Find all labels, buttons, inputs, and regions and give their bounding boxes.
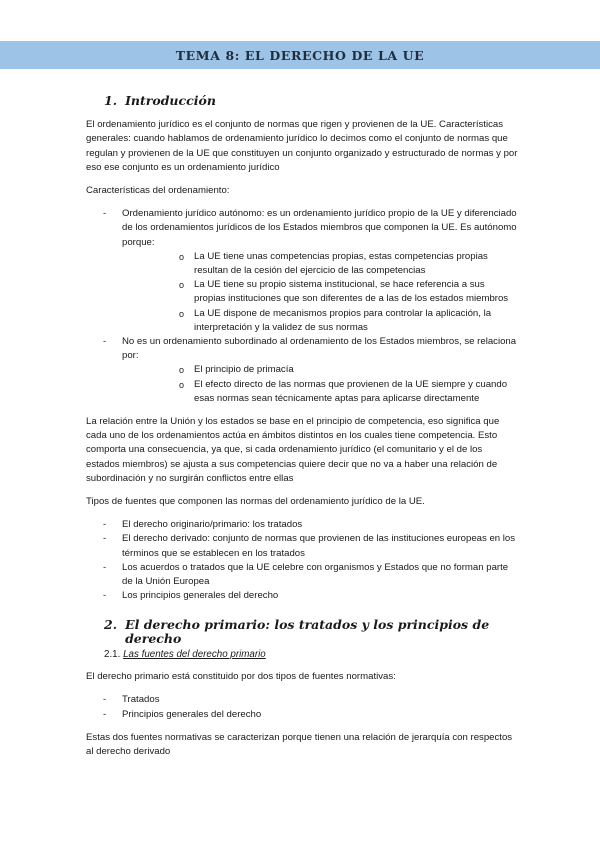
list-item [86,589,518,603]
sub-list-item-text: o El efecto directo de las normas que provienen de la UE siempre y cuando esas normas sean técnicamente aptas para aplicarse directamente [194,378,508,404]
list-item-text: - No es un ordenamiento subordinado al ordenamiento de los Estados miembros, se relaciona por: [122,336,517,362]
list-item [86,693,518,707]
section-1-heading [104,94,518,108]
list-item [86,518,518,532]
competence-paragraph: La relación entre la Unión y los estados se base en el principio de competencia, eso significa que cada uno de los ordenamientos actúa en ámbitos distintos en los cuales tiene competencia. Esto comporta una consecuencia, ya que, si cada ordenamiento jurídico (el comunitario y el de los estados miembros) se ajusta a sus competencias quiere decir que no va a haber una relación de subordinación y no surgirán conflictos entre ellas [86,416,500,484]
section-2-number: 2. [104,616,118,632]
sources-list [86,518,518,603]
sub-list-item [122,278,518,306]
document-title: TEMA 8: EL DERECHO DE LA UE [175,47,425,63]
subsection-title: Las fuentes del derecho primario [123,648,266,660]
list-item-text: - Principios generales del derecho [122,708,262,720]
sources-label: Tipos de fuentes que componen las normas del ordenamiento jurídico de la UE. [86,496,425,508]
list-item-text: - Los principios generales del derecho [122,590,279,602]
document-body [86,92,518,768]
primary-law-paragraph: El derecho primario está constituido por dos tipos de fuentes normativas: [86,671,396,683]
list-item-text: - El derecho originario/primario: los tratados [122,519,303,531]
sub-list-item-text: o La UE tiene su propio sistema institucional, se hace referencia a sus propias instituciones que son diferentes de a las de los estados miembros [194,279,509,305]
primary-sources-list [86,693,518,721]
subsection-2-1-heading [104,648,518,662]
section-1-number: 1. [104,93,118,108]
sub-list [122,363,518,406]
sub-list-item-text: o La UE tiene unas competencias propias, estas competencias propias resultan de la cesión del ejercicio de las competencias [194,250,488,277]
section-2-title: El derecho primario: los tratados y los principios de derecho [125,616,490,646]
list-item-text: - El derecho derivado: conjunto de normas que provienen de las instituciones europeas en los términos que se establecen en los tratados [122,533,516,559]
list-item-text: - Los acuerdos o tratados que la UE celebre con organismos y Estados que no forman parte de la Unión Europea [122,561,509,588]
sub-list [122,250,518,335]
sub-list-item-text: o La UE dispone de mecanismos propios para controlar la aplicación, la interpretación y la validez de sus normas [194,307,492,333]
sub-list-item [122,307,518,335]
sub-list-item-text: o El principio de primacía [194,364,294,376]
sub-list-item [122,363,518,377]
hierarchy-paragraph: Estas dos fuentes normativas se caracterizan porque tienen una relación de jerarquía con respectos al derecho derivado [86,731,513,757]
sub-list-item [122,378,518,406]
list-item [86,207,518,335]
list-item [86,532,518,560]
title-banner [0,41,600,69]
sub-list-item [122,250,518,278]
list-item-text: - Ordenamiento jurídico autónomo: es un ordenamiento jurídico propio de la UE y diferenciado de los ordenamientos jurídicos de los Estados miembros que componen la UE. Es autónomo porque: [122,208,517,248]
list-item [86,561,518,589]
section-1-title: Introducción [125,93,216,108]
subsection-number: 2.1. [104,648,121,660]
intro-paragraph: El ordenamiento jurídico es el conjunto de normas que rigen y provienen de la UE. Características generales: cuando hablamos de ordenamiento jurídico lo decimos como el conjunto de normas que regulan y provienen de la UE que constituyen un conjunto organizado y estructurado de normas y por eso ese conjunto es un ordenamiento jurídico [86,119,518,173]
section-2-heading [104,618,518,646]
list-item-text: - Tratados [122,694,160,706]
list-item [86,708,518,722]
characteristics-list [86,207,518,406]
list-item [86,335,518,406]
characteristics-label: Características del ordenamiento: [86,185,230,197]
